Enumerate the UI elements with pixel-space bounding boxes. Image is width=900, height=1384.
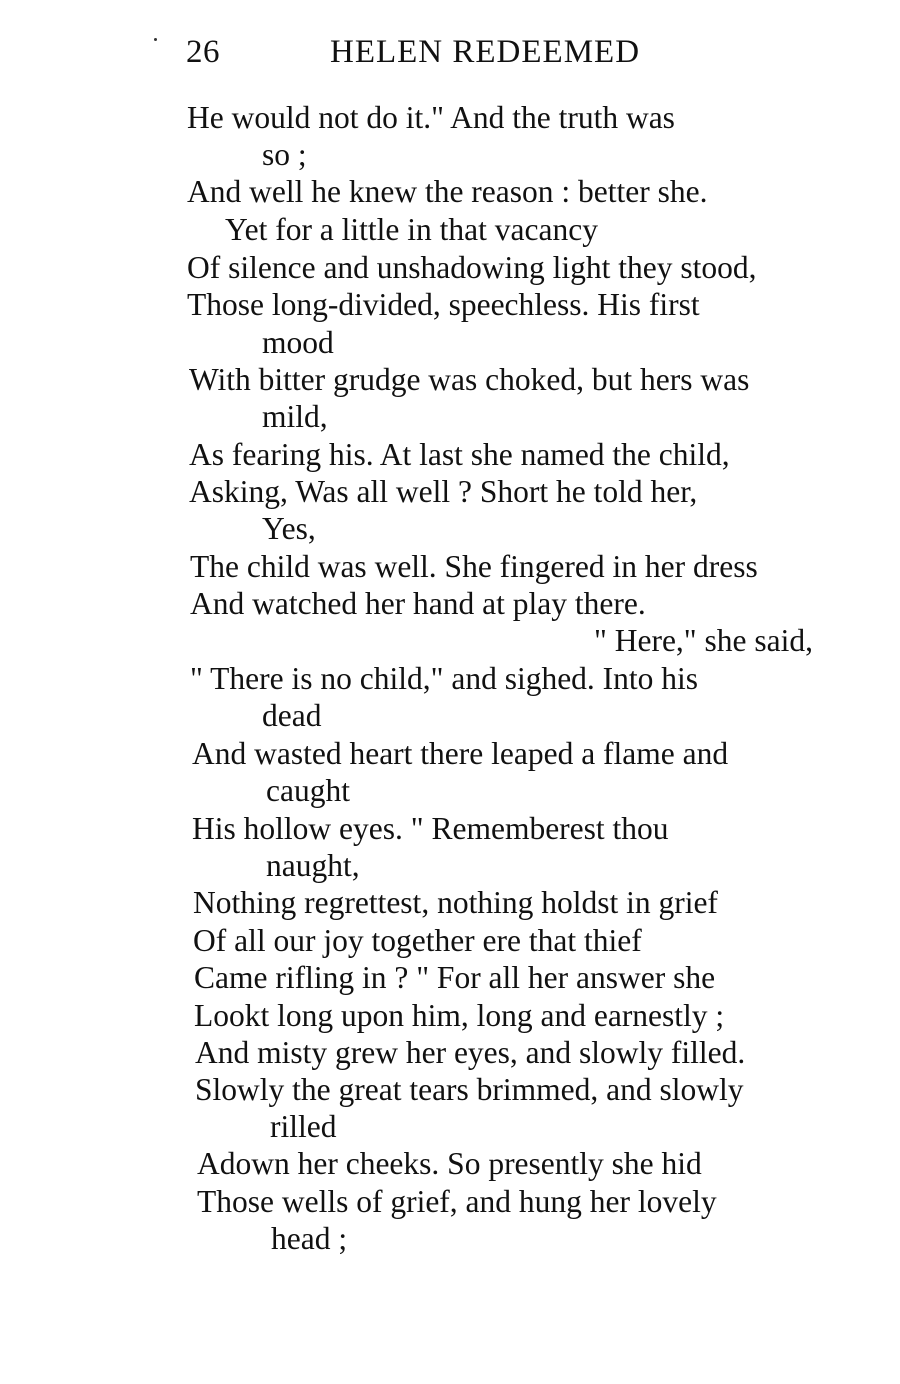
verse-line-indented: Yet for a little in that vacancy [225, 212, 598, 247]
verse-line: " There is no child," and sighed. Into his [190, 661, 699, 696]
verse-line: His hollow eyes. " Rememberest thou [192, 811, 669, 846]
verse-line-continuation: mild, [262, 399, 328, 434]
verse-line: And watched her hand at play there. [190, 586, 646, 621]
verse-line-continuation: rilled [270, 1109, 337, 1144]
verse-line: Adown her cheeks. So presently she hid [197, 1146, 702, 1181]
verse-line: Lookt long upon him, long and earnestly ; [194, 998, 725, 1033]
print-speck [154, 38, 157, 41]
verse-line: As fearing his. At last she named the child, [189, 437, 730, 472]
verse-line: Those wells of grief, and hung her lovely [197, 1184, 717, 1219]
verse-line: He would not do it." And the truth was [187, 100, 675, 135]
verse-line-continuation: head ; [271, 1221, 348, 1256]
page-header [186, 30, 726, 74]
verse-line: Of silence and unshadowing light they stood, [187, 250, 757, 285]
verse-line: Those long-divided, speechless. His first [187, 287, 700, 322]
verse-line: Slowly the great tears brimmed, and slowly [195, 1072, 744, 1107]
verse-line-continuation: Yes, [262, 511, 316, 546]
verse-line-continuation: dead [262, 698, 322, 733]
verse-line: Came rifling in ? " For all her answer she [194, 960, 716, 995]
verse-line-continuation: caught [266, 773, 350, 808]
verse-line-continuation: so ; [262, 137, 307, 172]
verse-line: The child was well. She fingered in her dress [190, 549, 758, 584]
verse-line: And wasted heart there leaped a flame and [192, 736, 729, 771]
verse-line-split: " Here," she said, [594, 623, 814, 658]
verse-line: And misty grew her eyes, and slowly filled. [195, 1035, 746, 1070]
page-number: 26 [186, 34, 220, 70]
verse-line: With bitter grudge was choked, but hers was [189, 362, 750, 397]
verse-line: Of all our joy together ere that thief [193, 923, 642, 958]
verse-line: Nothing regrettest, nothing holdst in grief [193, 885, 718, 920]
verse-line: And well he knew the reason : better she. [187, 174, 708, 209]
verse-line-continuation: mood [262, 325, 334, 360]
verse-line: Asking, Was all well ? Short he told her, [189, 474, 698, 509]
verse-line-continuation: naught, [266, 848, 360, 883]
running-title: HELEN REDEEMED [330, 34, 641, 70]
